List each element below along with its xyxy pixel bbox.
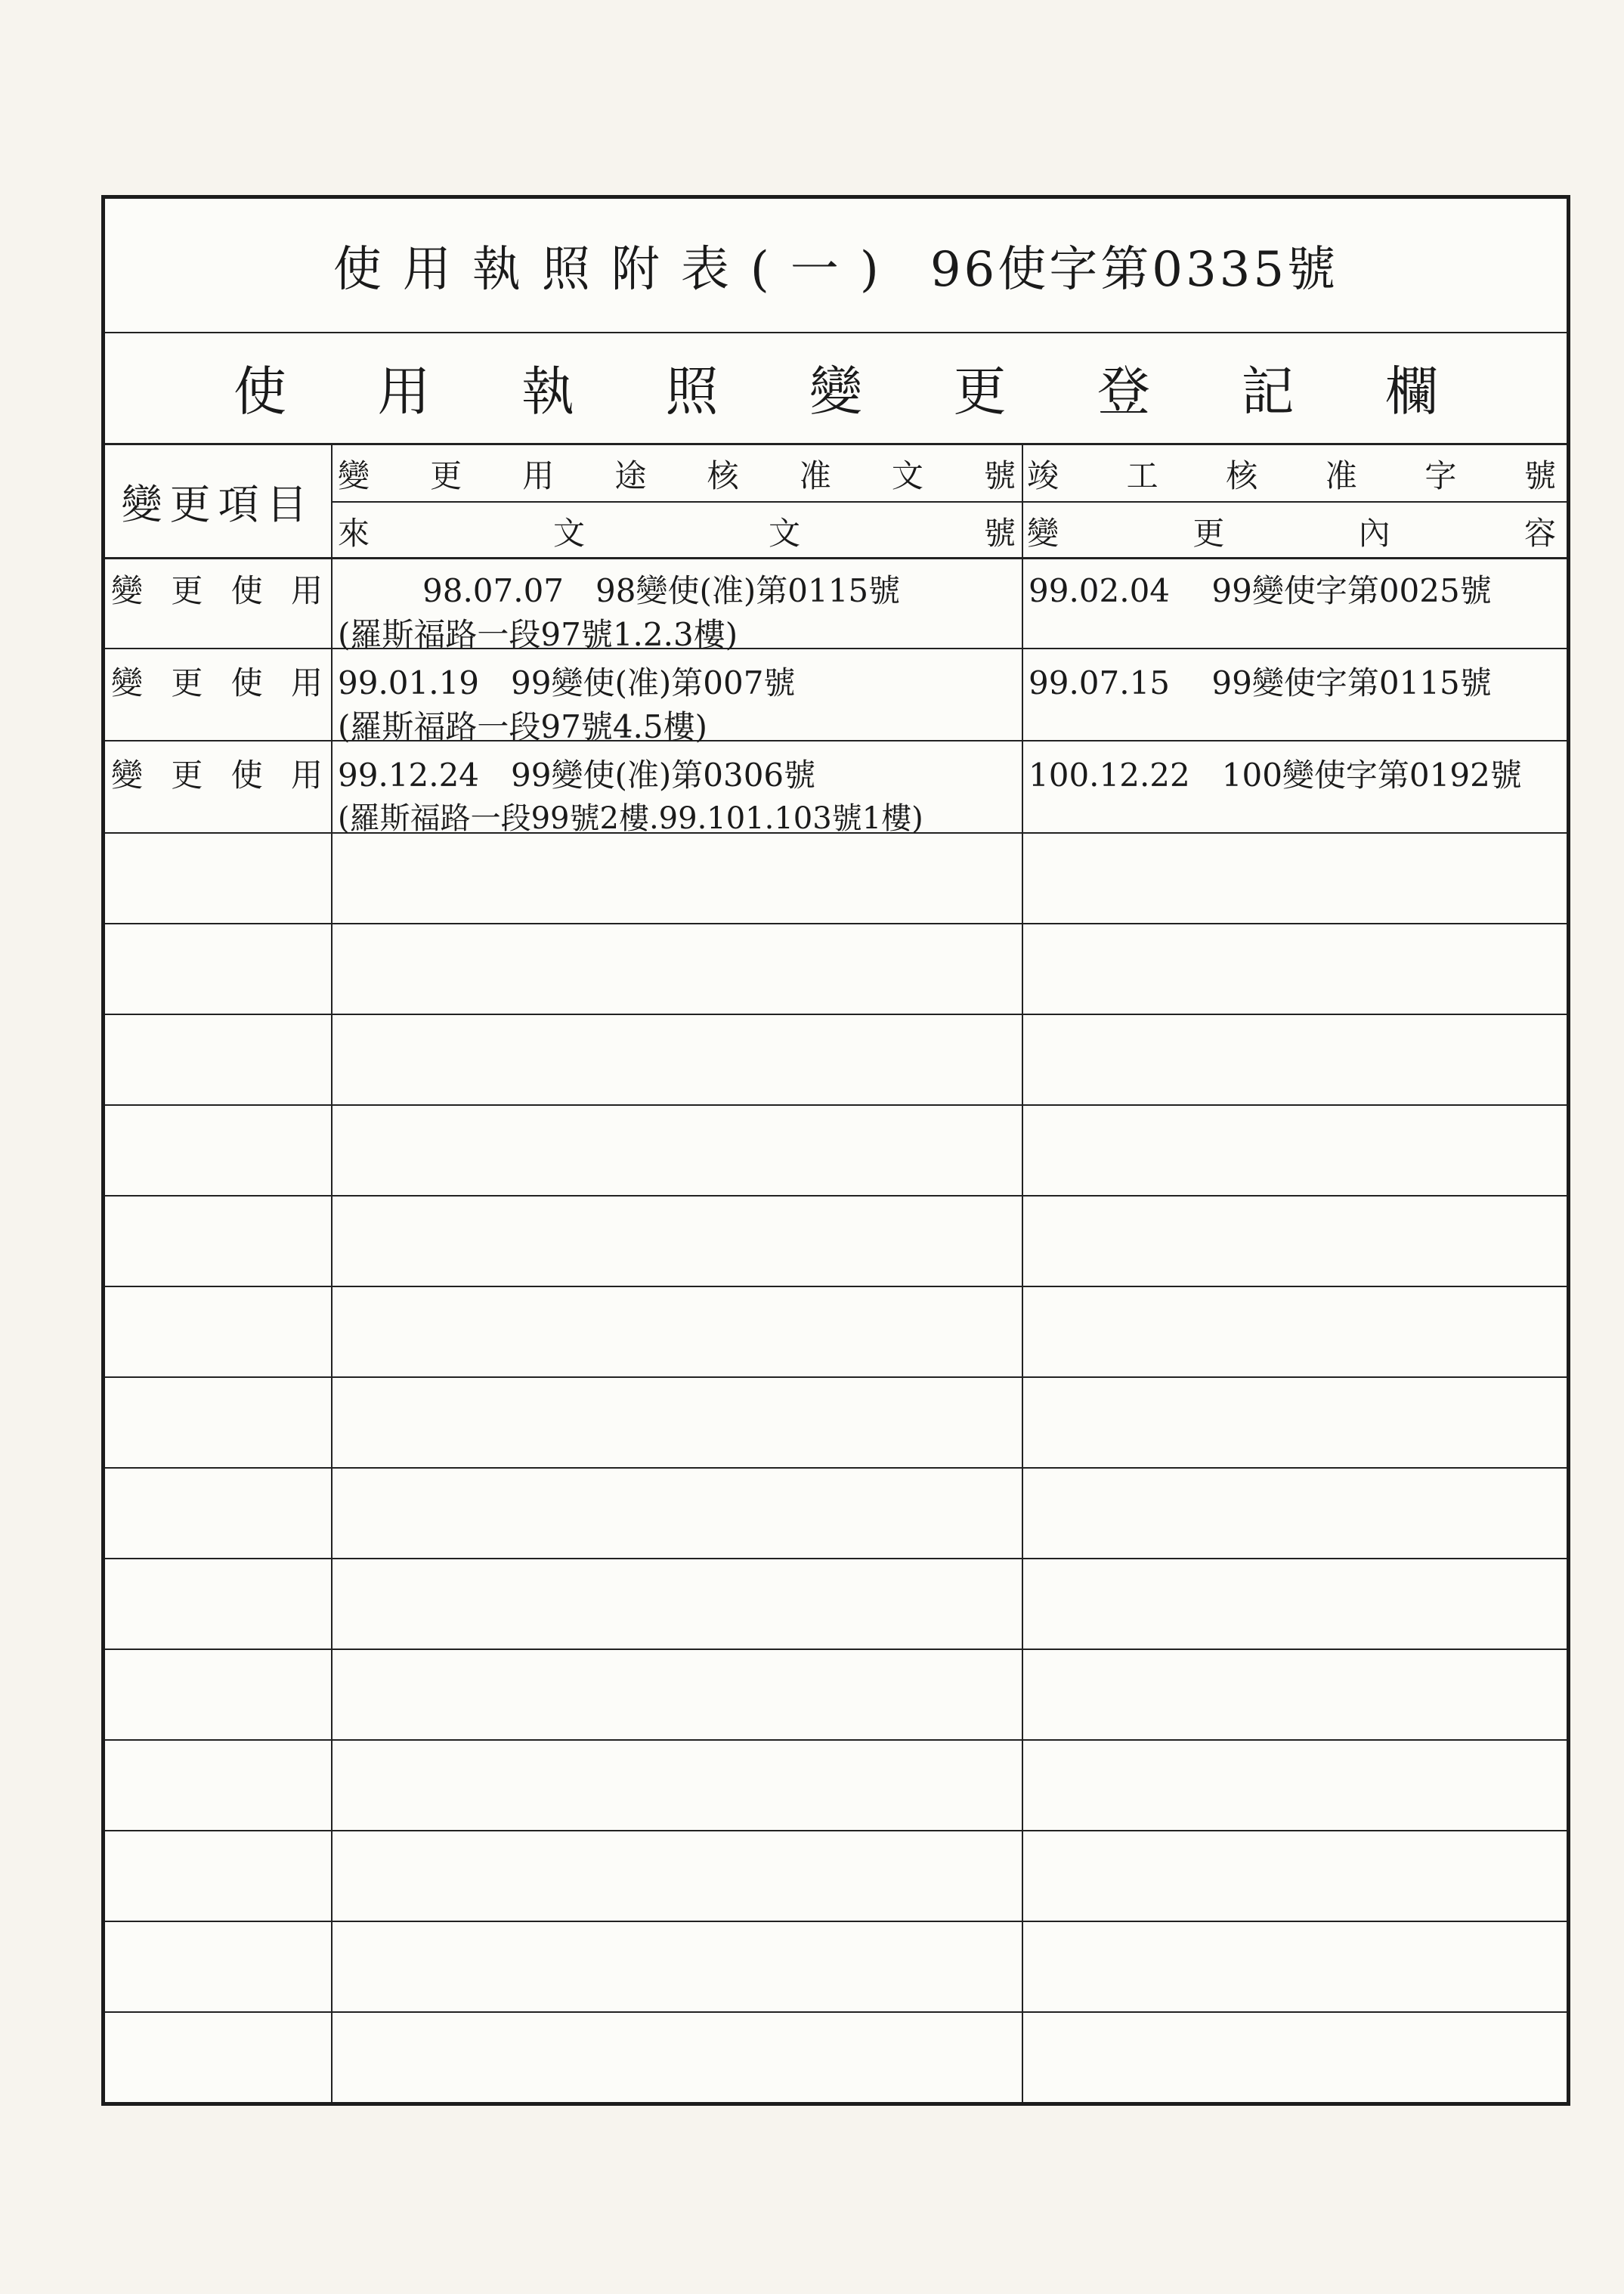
row-line — [105, 1558, 1567, 1559]
row-line — [105, 1195, 1567, 1197]
subtitle-char: 更 — [953, 361, 1007, 423]
row-line — [105, 1467, 1567, 1469]
item-char: 更 — [171, 757, 203, 794]
header-char: 文 — [891, 457, 923, 494]
header-char: 號 — [983, 457, 1016, 494]
header-char: 更 — [430, 457, 462, 494]
row-1-doc-line2: (羅斯福路一段97號1.2.3樓) — [338, 616, 738, 653]
item-char: 使 — [230, 664, 263, 701]
row-line — [105, 1014, 1567, 1015]
row-line — [105, 1830, 1567, 1831]
header-char: 途 — [614, 457, 647, 494]
item-char: 更 — [171, 664, 203, 701]
header-char: 來 — [338, 515, 370, 552]
license-number: 96使字第0335號 — [930, 242, 1339, 298]
row-2-item — [111, 658, 323, 704]
subtitle-char: 記 — [1241, 361, 1295, 423]
item-char: 變 — [111, 572, 144, 609]
subtitle-char: 使 — [234, 361, 286, 423]
license-annex-table — [101, 195, 1570, 2106]
record-grid — [105, 445, 1567, 2102]
subtitle-char: 用 — [377, 361, 431, 423]
subtitle-char: 欄 — [1385, 361, 1438, 423]
header-char: 內 — [1358, 515, 1390, 552]
header-approval-number — [338, 451, 1016, 497]
column-divider — [1022, 445, 1023, 2102]
subtitle-char: 照 — [665, 361, 719, 423]
header-char: 變 — [1027, 515, 1059, 552]
row-line — [105, 1376, 1567, 1378]
row-line — [105, 1739, 1567, 1741]
item-char: 更 — [171, 572, 203, 609]
header-change-content — [1027, 509, 1556, 554]
title-main: 使用執照附表(一) — [333, 242, 900, 298]
header-char: 文 — [768, 515, 800, 552]
row-line — [105, 1104, 1567, 1106]
row-3-doc-line2: (羅斯福路一段99號2樓.99.101.103號1樓) — [338, 801, 923, 836]
header-bottom-line — [105, 557, 1567, 559]
header-char: 更 — [1192, 515, 1225, 552]
item-char: 使 — [230, 572, 263, 609]
header-char: 核 — [1226, 457, 1258, 494]
header-divider — [333, 501, 1567, 503]
row-1-completion: 99.02.04 99變使字第0025號 — [1029, 572, 1492, 609]
header-char: 容 — [1523, 515, 1556, 552]
header-char: 工 — [1126, 457, 1158, 494]
header-char: 竣 — [1027, 457, 1059, 494]
section-subtitle — [105, 332, 1567, 445]
header-char: 號 — [1523, 457, 1556, 494]
row-2-doc-line1: 99.01.19 99變使(准)第007號 — [338, 664, 796, 701]
column-divider — [331, 445, 333, 2102]
item-char: 變 — [111, 757, 144, 794]
subtitle-char: 變 — [809, 361, 862, 423]
item-char: 使 — [230, 757, 263, 794]
row-line — [105, 648, 1567, 649]
header-char: 字 — [1424, 457, 1457, 494]
subtitle-char: 執 — [521, 361, 574, 423]
header-incoming-doc-number — [338, 509, 1016, 554]
header-char: 文 — [552, 515, 585, 552]
item-char: 用 — [290, 572, 323, 609]
subtitle-char: 登 — [1097, 361, 1150, 423]
header-char: 准 — [1325, 457, 1357, 494]
row-3-doc-line1: 99.12.24 99變使(准)第0306號 — [338, 757, 816, 794]
item-char: 用 — [290, 757, 323, 794]
page-title — [105, 199, 1567, 333]
header-char: 准 — [799, 457, 831, 494]
row-3-completion: 100.12.22 100變使字第0192號 — [1029, 757, 1522, 794]
row-3-item — [111, 751, 323, 796]
row-line — [105, 923, 1567, 924]
row-line — [105, 1649, 1567, 1650]
header-char: 變 — [338, 457, 370, 494]
item-char: 用 — [290, 664, 323, 701]
header-change-item: 變更項目 — [121, 480, 315, 528]
header-char: 號 — [983, 515, 1016, 552]
row-line — [105, 740, 1567, 741]
header-char: 用 — [522, 457, 555, 494]
header-completion-number — [1027, 451, 1556, 497]
header-char: 核 — [707, 457, 739, 494]
row-line — [105, 1921, 1567, 1922]
item-char: 變 — [111, 664, 144, 701]
row-line — [105, 1286, 1567, 1287]
row-1-item — [111, 566, 323, 611]
row-2-doc-line2: (羅斯福路一段97號4.5樓) — [338, 708, 708, 745]
row-line — [105, 2011, 1567, 2013]
row-2-completion: 99.07.15 99變使字第0115號 — [1029, 664, 1492, 701]
row-1-doc-line1: 98.07.07 98變使(准)第0115號 — [422, 572, 901, 609]
